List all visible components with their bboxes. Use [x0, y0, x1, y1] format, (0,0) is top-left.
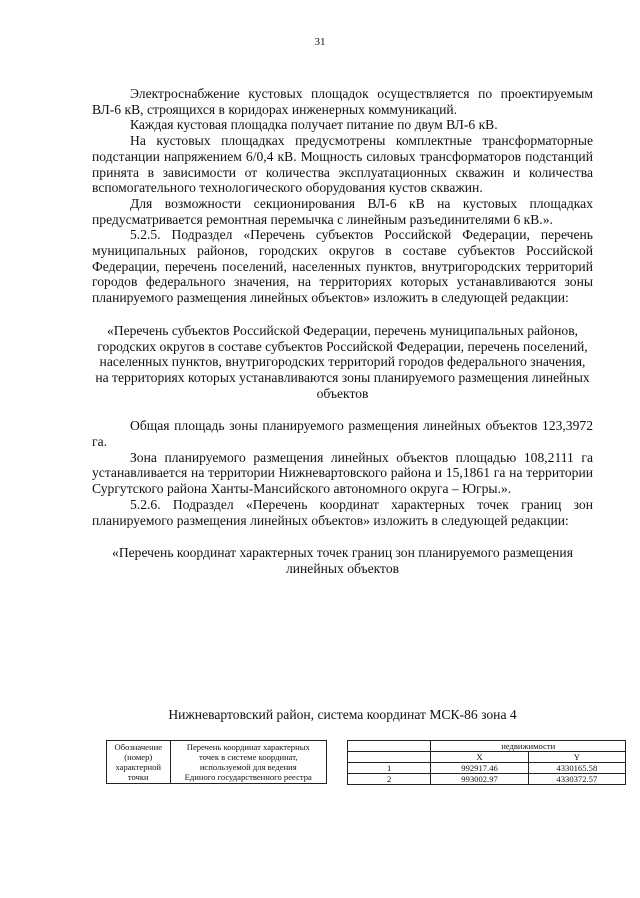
- point-number: 2: [348, 774, 431, 785]
- page-number: 31: [314, 36, 326, 48]
- table-row: [348, 763, 626, 774]
- coordinate-system-header: Перечень координат характерных точек в системе координат, используемой для ведения Единого государственного реестра: [170, 741, 326, 784]
- table-caption: Нижневартовский район, система координат МСК-86 зона 4: [168, 707, 517, 722]
- empty-header-cell: [348, 741, 431, 752]
- quoted-title-text: «Перечень координат характерных точек границ зон планируемого размещения линейных объектов: [112, 545, 573, 576]
- quoted-title-text: «Перечень субъектов Российской Федерации, перечень муниципальных районов, городских округов в составе субъектов Российской Федерации, перечень поселений, населенных пунктов, внутригородских территорий городов федерального значения, на территориях которых устанавливаются зоны планируемого размещения линейных объектов: [95, 322, 590, 401]
- paragraph: 5.2.5. Подраздел «Перечень субъектов Российской Федерации, перечень муниципальных районов, городских округов в составе субъектов Российской Федерации, перечень поселений, населенных пунктов, внутригородских территорий городов федерального значения, на территориях которых устанавливаются зоны планируемого размещения линейных объектов» изложить в следующей редакции:: [92, 227, 593, 306]
- document-body: [92, 86, 593, 594]
- x-coordinate: 992917.46: [431, 763, 528, 774]
- empty-header-cell: [348, 752, 431, 763]
- y-coordinate: 4330165.58: [528, 763, 625, 774]
- quoted-title: [92, 323, 593, 402]
- y-coordinate: 4330372.57: [528, 774, 625, 785]
- paragraph: Зона планируемого размещения линейных объектов площадью 108,2111 га устанавливается на территории Нижневартовского района и 15,1861 га на территории Сургутского района Ханты-Мансийского автономного округа – Югры.».: [92, 449, 593, 497]
- x-coordinate: 993002.97: [431, 774, 528, 785]
- x-column-header: X: [431, 752, 528, 763]
- paragraph: Электроснабжение кустовых площадок осуществляется по проектируемым ВЛ-6 кВ, строящихся в коридорах инженерных коммуникаций.: [92, 86, 593, 117]
- table-row: [348, 774, 626, 785]
- paragraph: Общая площадь зоны планируемого размещения линейных объектов 123,3972 га.: [92, 418, 593, 450]
- coordinates-tables: [106, 740, 626, 820]
- paragraph: Для возможности секционирования ВЛ-6 кВ на кустовых площадках предусматривается ремонтная перемычка с линейным разъединителями 6 кВ.».: [92, 195, 593, 227]
- coordinates-values-table: [347, 740, 626, 785]
- paragraph: На кустовых площадках предусмотрены комплектные трансформаторные подстанции напряжением 6/0,4 кВ. Мощность силовых трансформаторов подстанций принята в зависимости от количества эксплуатационных скважин и количества вспомогательного технологического оборудования кустов скважин.: [92, 133, 593, 196]
- registry-header: недвижимости: [431, 741, 626, 752]
- paragraph: 5.2.6. Подраздел «Перечень координат характерных точек границ зон планируемого размещения линейных объектов» изложить в следующей редакции:: [92, 496, 593, 528]
- y-column-header: Y: [528, 752, 625, 763]
- paragraph: Каждая кустовая площадка получает питание по двум ВЛ-6 кВ.: [130, 117, 498, 133]
- point-number: 1: [348, 763, 431, 774]
- point-number-header: Обозначение (номер) характерной точки: [107, 741, 171, 784]
- quoted-title: [92, 545, 593, 576]
- coordinates-header-table: [106, 740, 327, 784]
